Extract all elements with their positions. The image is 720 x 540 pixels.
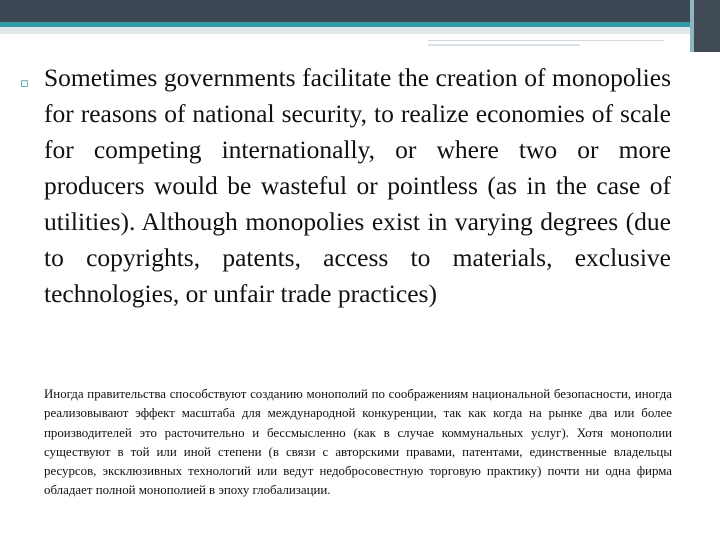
translation-paragraph: Иногда правительства способствуют созданию монополий по соображениям национальной безопасности, иногда реализовывают эффект масштаба для международной конкуренции, так как когда на рынке два или более производителей это расточительно и бессмысленно (как в случае коммунальных услуг). Хотя монополии существуют в той или иной степени (в связи с авторскими правами, патентами, единственные владельцы ресурсов, эксклюзивных технологий или ведут недобросовестную торговую практику) почти ни одна фирма обладает полной монополией в эпоху глобализации. [44, 387, 672, 498]
corner-block [694, 0, 720, 52]
main-paragraph: Sometimes governments facilitate the creation of monopolies for reasons of national security, to realize economies of scale for competing internationally, or where two or more producers would be wasteful or pointless (as in the case of utilities). Although monopolies exist in varying degrees (due to copyrights, patents, access to materials, exclusive technologies, or unfair trade practices) [44, 63, 671, 308]
decorative-rule [428, 40, 664, 41]
header-pale-stripe [0, 27, 720, 34]
decorative-rule-secondary [428, 44, 580, 46]
header-band [0, 0, 720, 22]
bullet-icon: ▫ [20, 76, 29, 91]
